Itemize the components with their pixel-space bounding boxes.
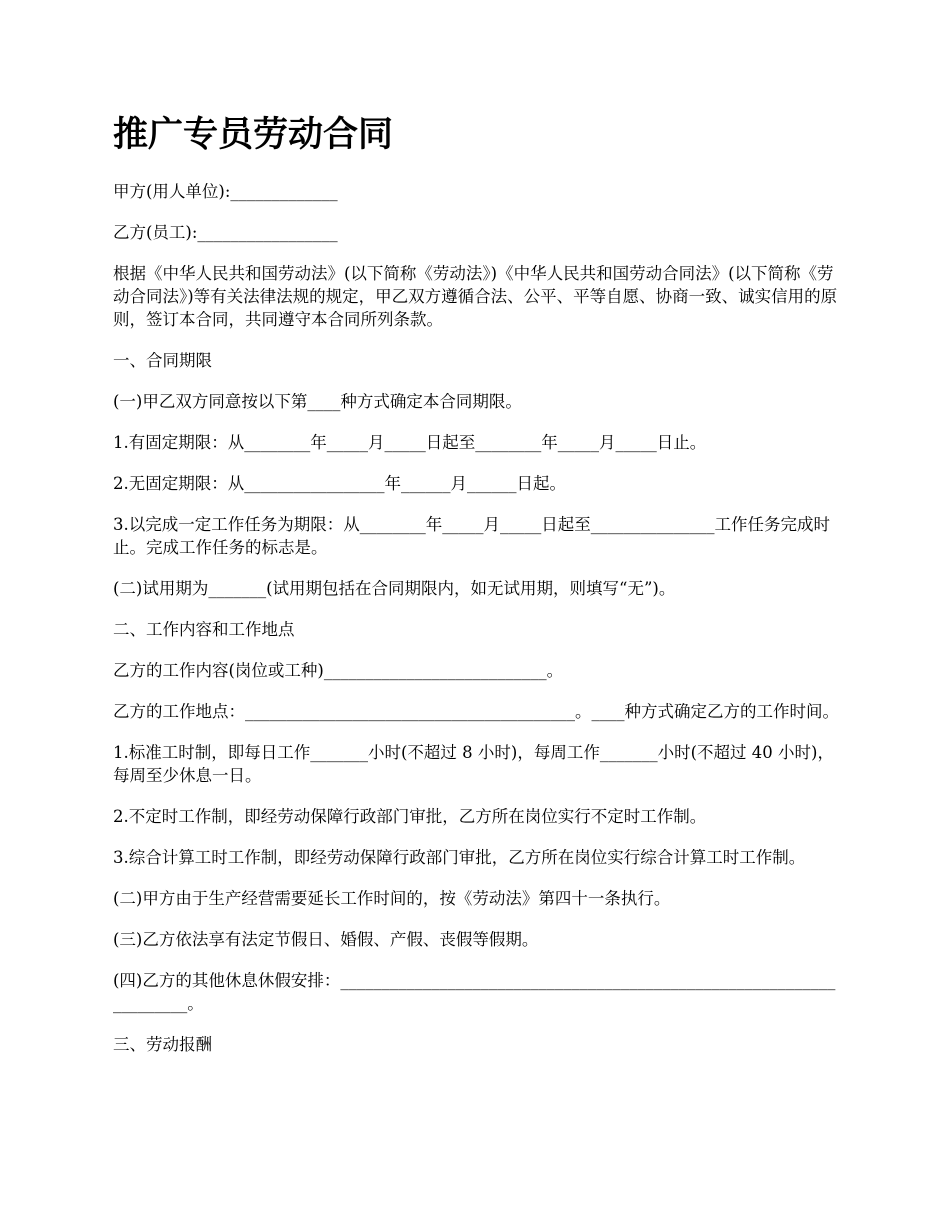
clause-flexible-hours: 2.不定时工作制，即经劳动保障行政部门审批，乙方所在岗位实行不定时工作制。 [113, 807, 707, 826]
clause-task-term: 3.以完成一定工作任务为期限：从________年_____月_____日起至_______________工作任务完成时止。完成工作任务的标志是。 [113, 515, 830, 557]
clause-work-content: 乙方的工作内容(岗位或工种)___________________________。 [113, 661, 564, 680]
clause-overtime: (二)甲方由于生产经营需要延长工作时间的，按《劳动法》第四十一条执行。 [113, 889, 671, 908]
section-heading-contract-term: 一、合同期限 [113, 351, 212, 370]
clause-standard-hours: 1.标准工时制，即每日工作_______小时(不超过 8 小时)，每周工作_______小时(不超过 40 小时)，每周至少休息一日。 [113, 743, 834, 785]
clause-work-location: 乙方的工作地点：________________________________________。____种方式确定乙方的工作时间。 [113, 702, 839, 721]
section-heading-work-content: 二、工作内容和工作地点 [113, 620, 295, 639]
clause-comprehensive-hours: 3.综合计算工时工作制，即经劳动保障行政部门审批，乙方所在岗位实行综合计算工时工作制。 [113, 848, 806, 867]
section-heading-compensation: 三、劳动报酬 [113, 1035, 212, 1054]
clause-term-method: (一)甲乙双方同意按以下第____种方式确定本合同期限。 [113, 392, 522, 411]
preamble-paragraph: 根据《中华人民共和国劳动法》(以下简称《劳动法》)《中华人民共和国劳动合同法》(以下简称《劳动合同法》)等有关法律法规的规定，甲乙双方遵循合法、公平、平等自愿、协商一致、诚实信用的原则，签订本合同，共同遵守本合同所列条款。 [113, 264, 838, 329]
clause-holidays: (三)乙方依法享有法定节假日、婚假、产假、丧假等假期。 [113, 930, 539, 949]
document-page [113, 110, 840, 1074]
document-title: 推广专员劳动合同 [113, 115, 394, 155]
clause-other-leave: (四)乙方的其他休息休假安排：_____________________________________________________________________。 [113, 971, 836, 1013]
clause-probation: (二)试用期为_______(试用期包括在合同期限内，如无试用期，则填写“无”)。 [113, 579, 676, 598]
clause-open-term: 2.无固定期限：从_________________年______月______日起。 [113, 474, 566, 493]
clause-fixed-term: 1.有固定期限：从________年_____月_____日起至________年_____月_____日止。 [113, 433, 707, 452]
party-a-line: 甲方(用人单位):_____________ [113, 182, 338, 201]
party-b-line: 乙方(员工):_________________ [113, 223, 338, 242]
